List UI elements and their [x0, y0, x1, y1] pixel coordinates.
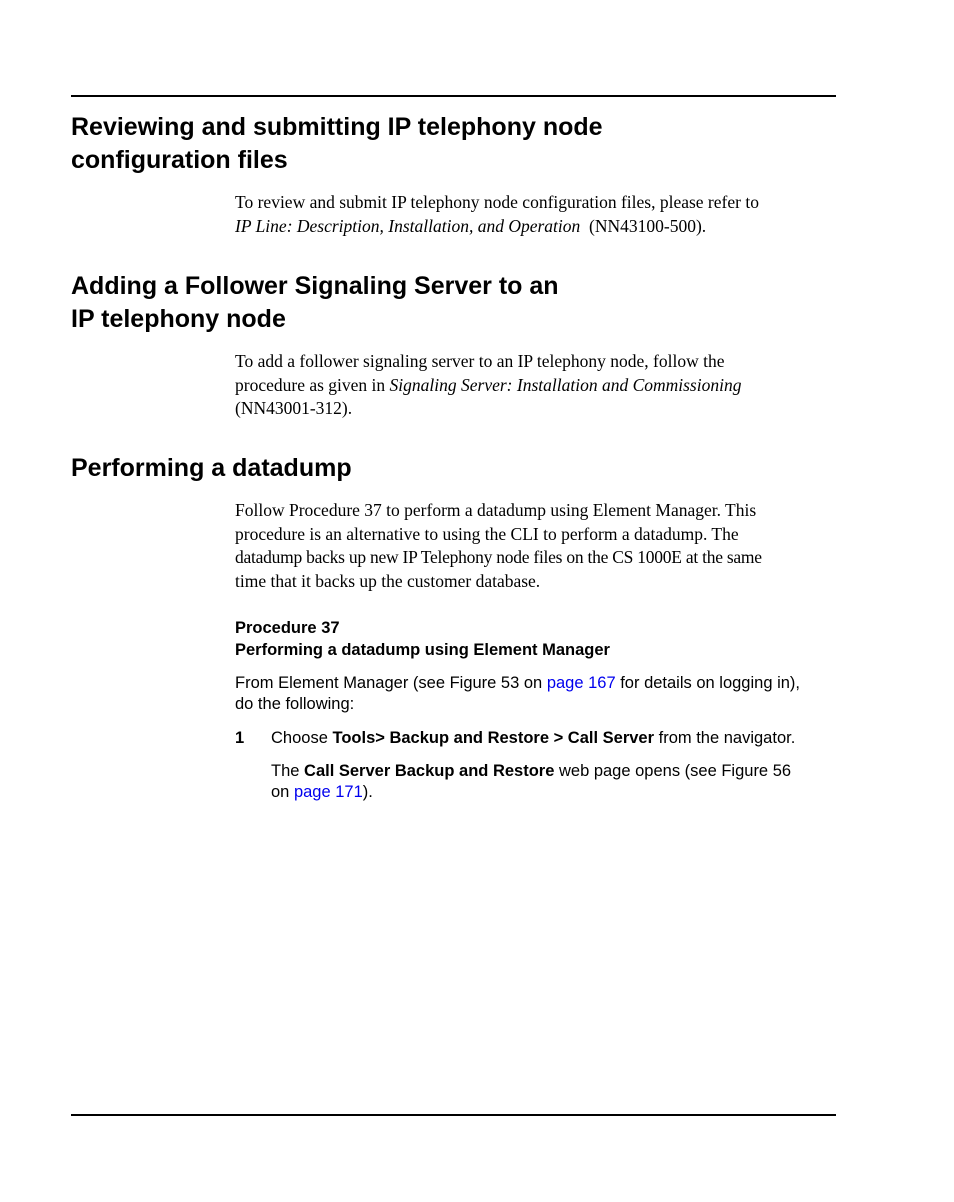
note-line [271, 761, 791, 782]
section-heading-reviewing [71, 111, 603, 177]
text-run: from the navigator. [654, 729, 796, 747]
step-1-text [271, 728, 795, 749]
menu-path: Tools> Backup and Restore > Call Server [332, 729, 655, 747]
paragraph-line: To add a follower signaling server to an IP telephony node, follow the [235, 351, 725, 371]
text-run: Choose [271, 729, 333, 747]
procedure-header [235, 617, 610, 661]
procedure-intro [235, 673, 800, 715]
step-number: 1 [235, 729, 245, 747]
document-number: (NN43100-500). [580, 215, 707, 236]
bottom-rule [71, 1114, 836, 1116]
procedure-title: Performing a datadump using Element Manager [235, 641, 610, 659]
step-1-note [271, 761, 791, 803]
paragraph-line: procedure is an alternative to using the CLI to perform a datadump. The [235, 523, 739, 544]
section-heading-adding [71, 270, 559, 336]
intro-line [235, 673, 800, 694]
procedure-number: Procedure 37 [235, 619, 340, 637]
section-heading-datadump [71, 452, 352, 485]
paragraph-line: time that it backs up the customer database. [235, 570, 541, 591]
heading-line: Reviewing and submitting IP telephony node [71, 113, 603, 141]
text-run: ). [362, 783, 373, 801]
heading-line: Performing a datadump [71, 454, 352, 482]
paragraph-line [235, 215, 840, 239]
paragraph-line: Follow Procedure 37 to perform a datadump using Element Manager. This [235, 500, 757, 520]
paragraph-line: datadump backs up new IP Telephony node files on the CS 1000E at the same [235, 547, 762, 567]
text-run: for details on logging in), [615, 674, 801, 692]
page-167-link[interactable]: page 167 [546, 674, 616, 692]
document-title: IP Line: Description, Installation, and Operation [235, 215, 581, 236]
note-line [271, 782, 791, 803]
reviewing-paragraph [235, 191, 840, 238]
text-run: web page opens (see Figure 56 [554, 762, 792, 780]
datadump-paragraph [235, 499, 840, 593]
text-run: on [271, 783, 294, 801]
heading-line: configuration files [71, 146, 288, 174]
paragraph-line: To review and submit IP telephony node configuration files, please refer to [235, 192, 759, 212]
heading-line: Adding a Follower Signaling Server to an [71, 272, 559, 300]
document-title: Signaling Server: Installation and Commissioning [389, 374, 742, 395]
text-run: From Element Manager (see Figure 53 on [235, 674, 547, 692]
adding-paragraph [235, 350, 840, 421]
top-rule [71, 95, 836, 97]
page-171-link[interactable]: page 171 [293, 783, 363, 801]
paragraph-line [235, 374, 840, 398]
paragraph-line: (NN43001-312). [235, 398, 353, 418]
page-name: Call Server Backup and Restore [304, 762, 555, 780]
heading-line: IP telephony node [71, 305, 286, 333]
text-run: The [271, 762, 305, 780]
text-run: procedure as given in [235, 374, 390, 395]
step-line [271, 728, 795, 749]
intro-line: do the following: [235, 695, 355, 713]
